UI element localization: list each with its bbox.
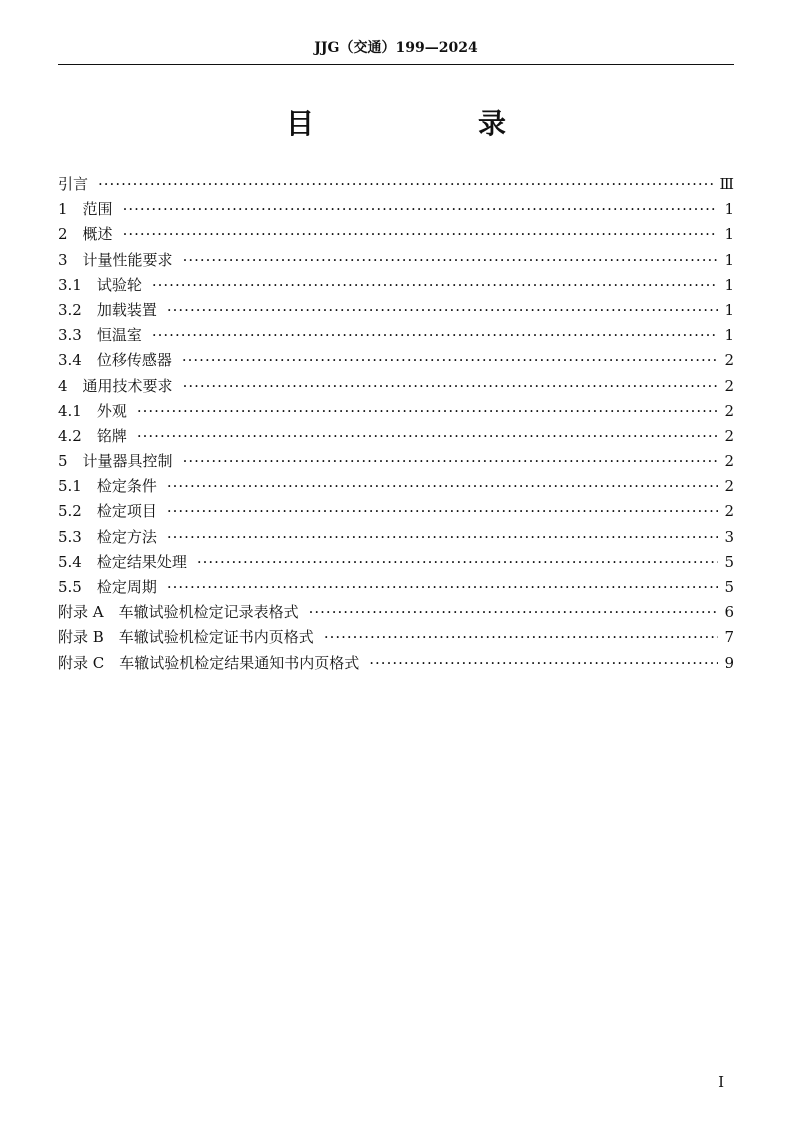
toc-entry-page: 1 bbox=[724, 300, 734, 319]
toc-entry-number: 3.2 bbox=[58, 300, 82, 319]
toc-entry-3[interactable] bbox=[58, 248, 734, 273]
toc-leader bbox=[123, 197, 718, 222]
toc-entry-page: 2 bbox=[724, 477, 734, 496]
toc-entry-number: 4.1 bbox=[58, 401, 82, 420]
toc-entry-number: 3.1 bbox=[58, 275, 82, 294]
toc-leader bbox=[167, 499, 718, 524]
toc-leader bbox=[152, 273, 718, 298]
toc-entry-5-5[interactable] bbox=[58, 575, 734, 600]
toc-entry-1[interactable] bbox=[58, 197, 734, 222]
toc-entry-text: 车辙试验机检定证书内页格式 bbox=[118, 628, 314, 647]
toc-entry-3-1[interactable] bbox=[58, 273, 734, 298]
toc-leader bbox=[167, 525, 718, 550]
toc-entry-4-1[interactable] bbox=[58, 399, 734, 424]
toc-entry-number: 附录 A bbox=[58, 603, 104, 622]
toc-leader bbox=[137, 424, 718, 449]
toc-entry-number: 附录 C bbox=[58, 653, 105, 672]
toc-entry-page: 6 bbox=[724, 603, 734, 622]
toc-entry-text: 概述 bbox=[82, 225, 113, 244]
toc-entry-3-3[interactable] bbox=[58, 323, 734, 348]
toc-entry-page: 2 bbox=[724, 502, 734, 521]
toc-entry-page: 2 bbox=[724, 401, 734, 420]
toc-entry-page: 9 bbox=[724, 653, 734, 672]
toc-entry-2[interactable] bbox=[58, 222, 734, 247]
toc-leader bbox=[369, 651, 718, 676]
toc-entry-5-1[interactable] bbox=[58, 474, 734, 499]
toc-entry-number: 5.5 bbox=[58, 578, 82, 596]
toc-entry-text: 检定周期 bbox=[96, 578, 157, 596]
toc-entry-page: Ⅲ bbox=[719, 175, 734, 193]
toc-entry-text: 加载装置 bbox=[96, 300, 157, 319]
toc-entry-4[interactable] bbox=[58, 374, 734, 399]
toc-entry-number: 5 bbox=[58, 452, 68, 471]
toc-entry-preface[interactable] bbox=[58, 172, 734, 197]
toc-entry-page: 1 bbox=[724, 250, 734, 269]
toc-entry-page: 2 bbox=[724, 376, 734, 395]
toc-leader bbox=[197, 550, 718, 575]
toc-entry-text: 计量器具控制 bbox=[82, 452, 173, 471]
toc-leader bbox=[167, 575, 718, 600]
toc-entry-text: 计量性能要求 bbox=[82, 250, 173, 269]
toc-entry-5-4[interactable] bbox=[58, 550, 734, 575]
toc-entry-text: 范围 bbox=[82, 200, 113, 219]
table-of-contents bbox=[58, 172, 734, 676]
toc-entry-text: 恒温室 bbox=[96, 326, 142, 345]
toc-entry-number: 附录 B bbox=[58, 628, 104, 647]
toc-entry-text: 外观 bbox=[96, 401, 127, 420]
page-number: Ⅰ bbox=[718, 1073, 724, 1091]
toc-leader bbox=[167, 298, 718, 323]
toc-entry-number: 3 bbox=[58, 250, 68, 269]
toc-entry-number: 1 bbox=[58, 200, 68, 219]
toc-leader bbox=[98, 172, 714, 197]
toc-entry-text: 位移传感器 bbox=[96, 351, 172, 370]
toc-entry-text: 通用技术要求 bbox=[82, 376, 173, 395]
toc-entry-text: 试验轮 bbox=[96, 275, 142, 294]
toc-entry-page: 2 bbox=[724, 351, 734, 370]
toc-entry-number: 4.2 bbox=[58, 426, 82, 445]
toc-entry-text: 检定结果处理 bbox=[96, 552, 187, 571]
toc-entry-appendix-b[interactable] bbox=[58, 625, 734, 650]
toc-entry-number: 3.3 bbox=[58, 326, 82, 345]
toc-leader bbox=[182, 348, 718, 373]
header-rule bbox=[58, 64, 734, 65]
toc-entry-page: 5 bbox=[724, 578, 734, 596]
toc-entry-page: 1 bbox=[724, 326, 734, 345]
toc-entry-number: 5.2 bbox=[58, 502, 82, 521]
toc-entry-number: 4 bbox=[58, 376, 68, 395]
toc-entry-text: 车辙试验机检定记录表格式 bbox=[118, 603, 299, 622]
toc-entry-page: 2 bbox=[724, 426, 734, 445]
toc-entry-number: 2 bbox=[58, 225, 68, 244]
toc-entry-3-4[interactable] bbox=[58, 348, 734, 373]
toc-entry-5-3[interactable] bbox=[58, 525, 734, 550]
toc-entry-page: 1 bbox=[724, 200, 734, 219]
toc-entry-text: 检定条件 bbox=[96, 477, 157, 496]
toc-leader bbox=[152, 323, 718, 348]
toc-entry-4-2[interactable] bbox=[58, 424, 734, 449]
toc-entry-text: 引言 bbox=[58, 175, 89, 193]
toc-entry-page: 3 bbox=[724, 527, 734, 546]
toc-leader bbox=[183, 248, 718, 273]
toc-entry-page: 7 bbox=[724, 628, 734, 647]
toc-title: 目 录 bbox=[285, 107, 574, 140]
toc-leader bbox=[309, 600, 718, 625]
toc-entry-appendix-a[interactable] bbox=[58, 600, 734, 625]
toc-entry-text: 检定方法 bbox=[96, 527, 157, 546]
toc-entry-text: 检定项目 bbox=[96, 502, 157, 521]
toc-entry-page: 1 bbox=[724, 225, 734, 244]
toc-entry-5-2[interactable] bbox=[58, 499, 734, 524]
toc-entry-page: 2 bbox=[724, 452, 734, 471]
toc-entry-number: 5.4 bbox=[58, 552, 82, 571]
toc-entry-number: 3.4 bbox=[58, 351, 82, 370]
toc-entry-text: 铭牌 bbox=[96, 426, 127, 445]
running-header: JJG（交通）199—2024 bbox=[314, 40, 478, 56]
toc-entry-5[interactable] bbox=[58, 449, 734, 474]
toc-entry-3-2[interactable] bbox=[58, 298, 734, 323]
toc-leader bbox=[183, 374, 718, 399]
toc-entry-number: 5.3 bbox=[58, 527, 82, 546]
toc-entry-appendix-c[interactable] bbox=[58, 651, 734, 676]
toc-leader bbox=[123, 222, 718, 247]
toc-leader bbox=[183, 449, 718, 474]
toc-entry-number: 5.1 bbox=[58, 477, 82, 496]
toc-leader bbox=[324, 625, 718, 650]
toc-entry-text: 车辙试验机检定结果通知书内页格式 bbox=[119, 653, 360, 672]
toc-leader bbox=[167, 474, 718, 499]
toc-entry-page: 5 bbox=[724, 552, 734, 571]
toc-entry-page: 1 bbox=[724, 275, 734, 294]
toc-leader bbox=[137, 399, 718, 424]
